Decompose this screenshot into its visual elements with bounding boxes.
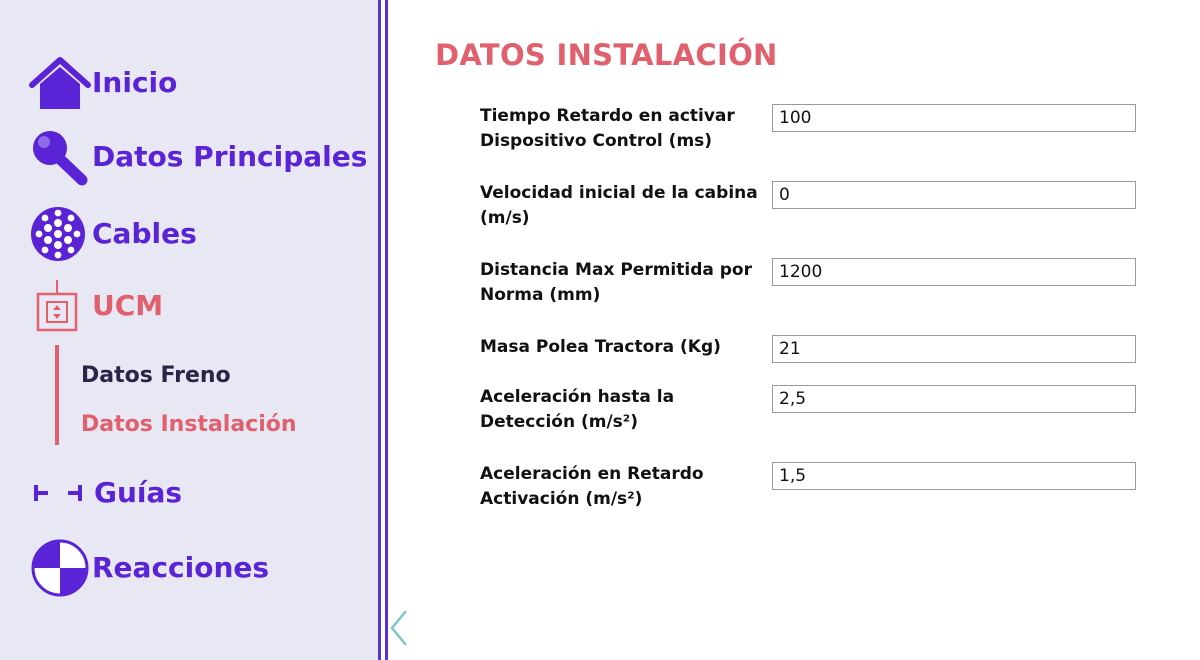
- home-icon: [28, 55, 92, 111]
- submenu-item-datos-instalacion[interactable]: Datos Instalación: [81, 412, 297, 437]
- sidebar-item-datos-principales[interactable]: [28, 128, 367, 186]
- field-label: Distancia Max Permitida por Norma (mm): [480, 260, 752, 305]
- collapse-sidebar-icon[interactable]: [388, 607, 410, 649]
- sidebar-item-label: Guías: [94, 476, 183, 509]
- ucm-submenu: [55, 345, 355, 445]
- aceleracion-retardo-input[interactable]: [772, 462, 1136, 490]
- sidebar-item-guias[interactable]: [32, 476, 182, 510]
- field-label: Aceleración en Retardo Activación (m/s²): [480, 464, 704, 509]
- field-label: Aceleración hasta la Detección (m/s²): [480, 387, 675, 432]
- field-label: Masa Polea Tractora (Kg): [480, 337, 721, 357]
- guide-rails-icon: [32, 476, 94, 510]
- sidebar-item-label: UCM: [92, 289, 164, 322]
- sidebar: [0, 0, 378, 660]
- sidebar-item-label: Cables: [92, 217, 197, 250]
- velocidad-inicial-input[interactable]: [772, 181, 1136, 209]
- submenu-item-datos-freno[interactable]: Datos Freno: [81, 363, 231, 388]
- reactions-icon: [28, 536, 92, 600]
- sidebar-item-cables[interactable]: [28, 205, 197, 263]
- ucm-icon: [36, 280, 78, 332]
- search-icon: [28, 128, 92, 186]
- sidebar-divider: [378, 0, 381, 660]
- field-label: Velocidad inicial de la cabina (m/s): [480, 183, 758, 228]
- sidebar-divider: [385, 0, 388, 660]
- sidebar-item-label: Inicio: [92, 66, 178, 99]
- field-label: Tiempo Retardo en activar Dispositivo Control (ms): [480, 106, 735, 151]
- sidebar-item-ucm[interactable]: [36, 280, 163, 332]
- submenu-indicator: [55, 345, 59, 445]
- sidebar-item-reacciones[interactable]: [28, 536, 269, 600]
- sidebar-item-label: Reacciones: [92, 551, 270, 584]
- distancia-max-input[interactable]: [772, 258, 1136, 286]
- sidebar-item-label: Datos Principales: [92, 140, 368, 173]
- masa-polea-input[interactable]: [772, 335, 1136, 363]
- sidebar-item-inicio[interactable]: [28, 55, 177, 111]
- tiempo-retardo-input[interactable]: [772, 104, 1136, 132]
- aceleracion-deteccion-input[interactable]: [772, 385, 1136, 413]
- page-title: DATOS INSTALACIÓN: [435, 38, 778, 72]
- cable-icon: [28, 205, 92, 263]
